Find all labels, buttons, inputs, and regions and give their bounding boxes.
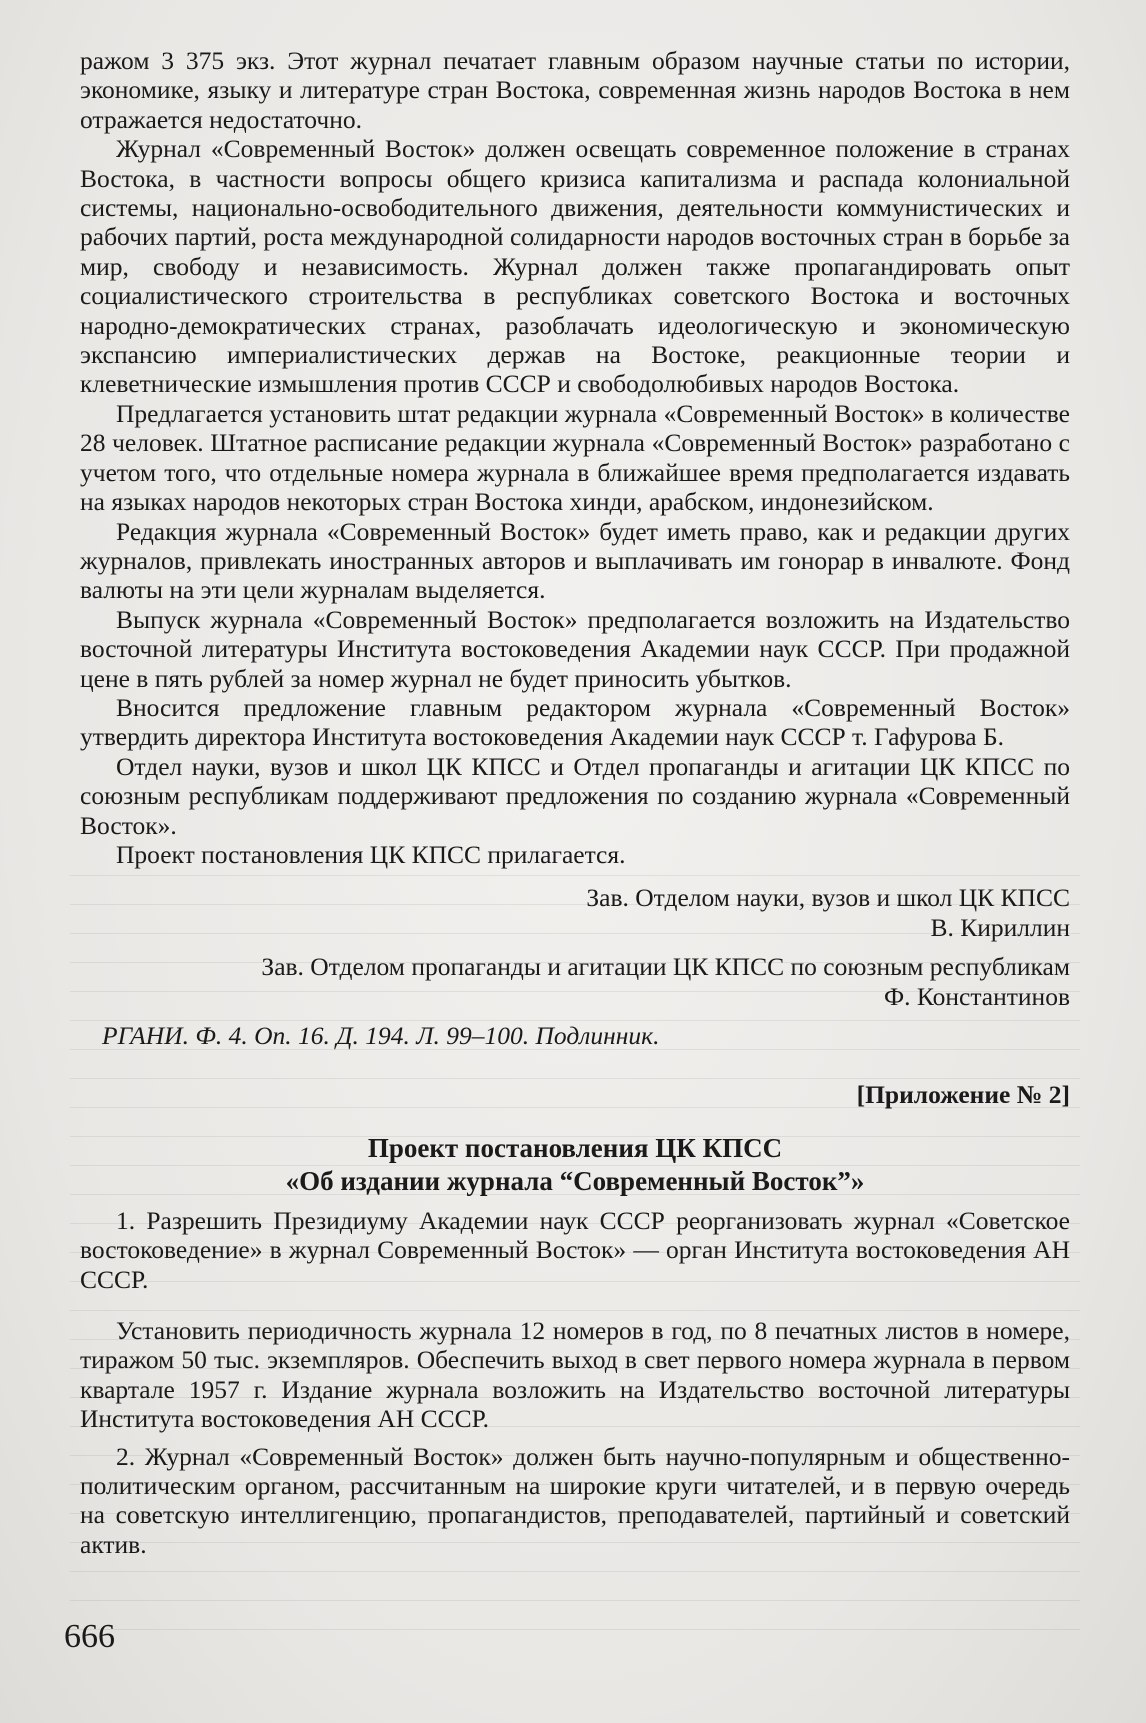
signature-name-kirillin: В. Кириллин (930, 912, 1070, 942)
paragraph-8: Проект постановления ЦК КПСС прилагается. (116, 839, 626, 869)
title-line-2: «Об издании журнала “Современный Восток”» (285, 1165, 865, 1196)
paragraph-6: Вносится предложение главным редактором журнала «Современный Восток» утвердить директора Института востоковедения Академии наук СССР т. Гафурова Б. (80, 692, 1070, 752)
page-number: 666 (64, 1618, 115, 1655)
signature-name-konstantinov: Ф. Константинов (884, 981, 1070, 1011)
paragraph-7: Отдел науки, вузов и школ ЦК КПСС и Отдел пропаганды и агитации ЦК КПСС по союзным республикам поддерживают предложения по созданию журнала «Современный Восток». (80, 751, 1070, 840)
paragraph-1: ражом 3 375 экз. Этот журнал печатает главным образом научные статьи по истории, экономике, языку и литературе стран Востока, современная жизнь народов Востока в нем отражается недостаточно. (80, 46, 1070, 134)
paragraph-5: Выпуск журнала «Современный Восток» предполагается возложить на Издательство восточной литературы Института востоковедения Академии наук СССР. При продажной цене в пять рублей за номер журнал не будет приносить убытков. (80, 604, 1070, 693)
paragraph-4: Редакция журнала «Современный Восток» будет иметь право, как и редакции других журналов, привлекать иностранных авторов и выплачивать им гонорар в инвалюте. Фонд валюты на эти цели журналам выделяется. (80, 516, 1070, 605)
appendix-label: [Приложение № 2] (856, 1080, 1070, 1110)
document-title (80, 1132, 1070, 1198)
resolution-item-1: 1. Разрешить Президиуму Академии наук СССР реорганизовать журнал «Советское востоковедение» в журнал Современный Восток» — орган Института востоковедения АН СССР. (80, 1205, 1070, 1294)
signature-title-science: Зав. Отделом науки, вузов и школ ЦК КПСС (586, 883, 1070, 913)
signature-title-propaganda: Зав. Отделом пропаганды и агитации ЦК КПСС по союзным республикам (261, 952, 1070, 982)
title-line-1: Проект постановления ЦК КПСС (367, 1132, 783, 1163)
archive-source: РГАНИ. Ф. 4. Оп. 16. Д. 194. Л. 99–100. Подлинник. (102, 1021, 660, 1050)
paragraph-3: Предлагается установить штат редакции журнала «Современный Восток» в количестве 28 человек. Штатное расписание редакции журнала «Современный Восток» разработано с учетом того, что отдельные номера журнала в ближайшее время предполагается издавать на языках народов некоторых стран Востока хинди, арабском, индонезийском. (80, 398, 1070, 517)
paragraph-2: Журнал «Современный Восток» должен освещать современное положение в странах Востока, в частности вопросы общего кризиса капитализма и распада колониальной системы, национально-освободительного движения, деятельности коммунистических и рабочих партий, роста международной солидарности народов восточных стран в борьбе за мир, свободу и независимость. Журнал должен также пропагандировать опыт социалистического строительства в республиках советского Востока и восточных народно-демократических странах, разоблачать идеологическую и экономическую экспансию империалистических держав на Востоке, реакционные теории и клеветнические измышления против СССР и свободолюбивых народов Востока. (80, 134, 1070, 399)
resolution-item-2: 2. Журнал «Современный Восток» должен быть научно-популярным и общественно-политическим органом, рассчитанным на широкие круги читателей, и в первую очередь на советскую интеллигенцию, пропагандистов, преподавателей, партийный и советский актив. (80, 1441, 1070, 1559)
main-text-column (80, 46, 1070, 1559)
signature-block-propaganda (80, 952, 1070, 1011)
signature-block-science (80, 883, 1070, 942)
resolution-periodicity: Установить периодичность журнала 12 номеров в год, по 8 печатных листов в номере, тиражом 50 тыс. экземпляров. Обеспечить выход в свет первого номера журнала в первом квартале 1957 г. Издание журнала возложить на Издательство восточной литературы Института востоковедения АН СССР. (80, 1316, 1070, 1434)
